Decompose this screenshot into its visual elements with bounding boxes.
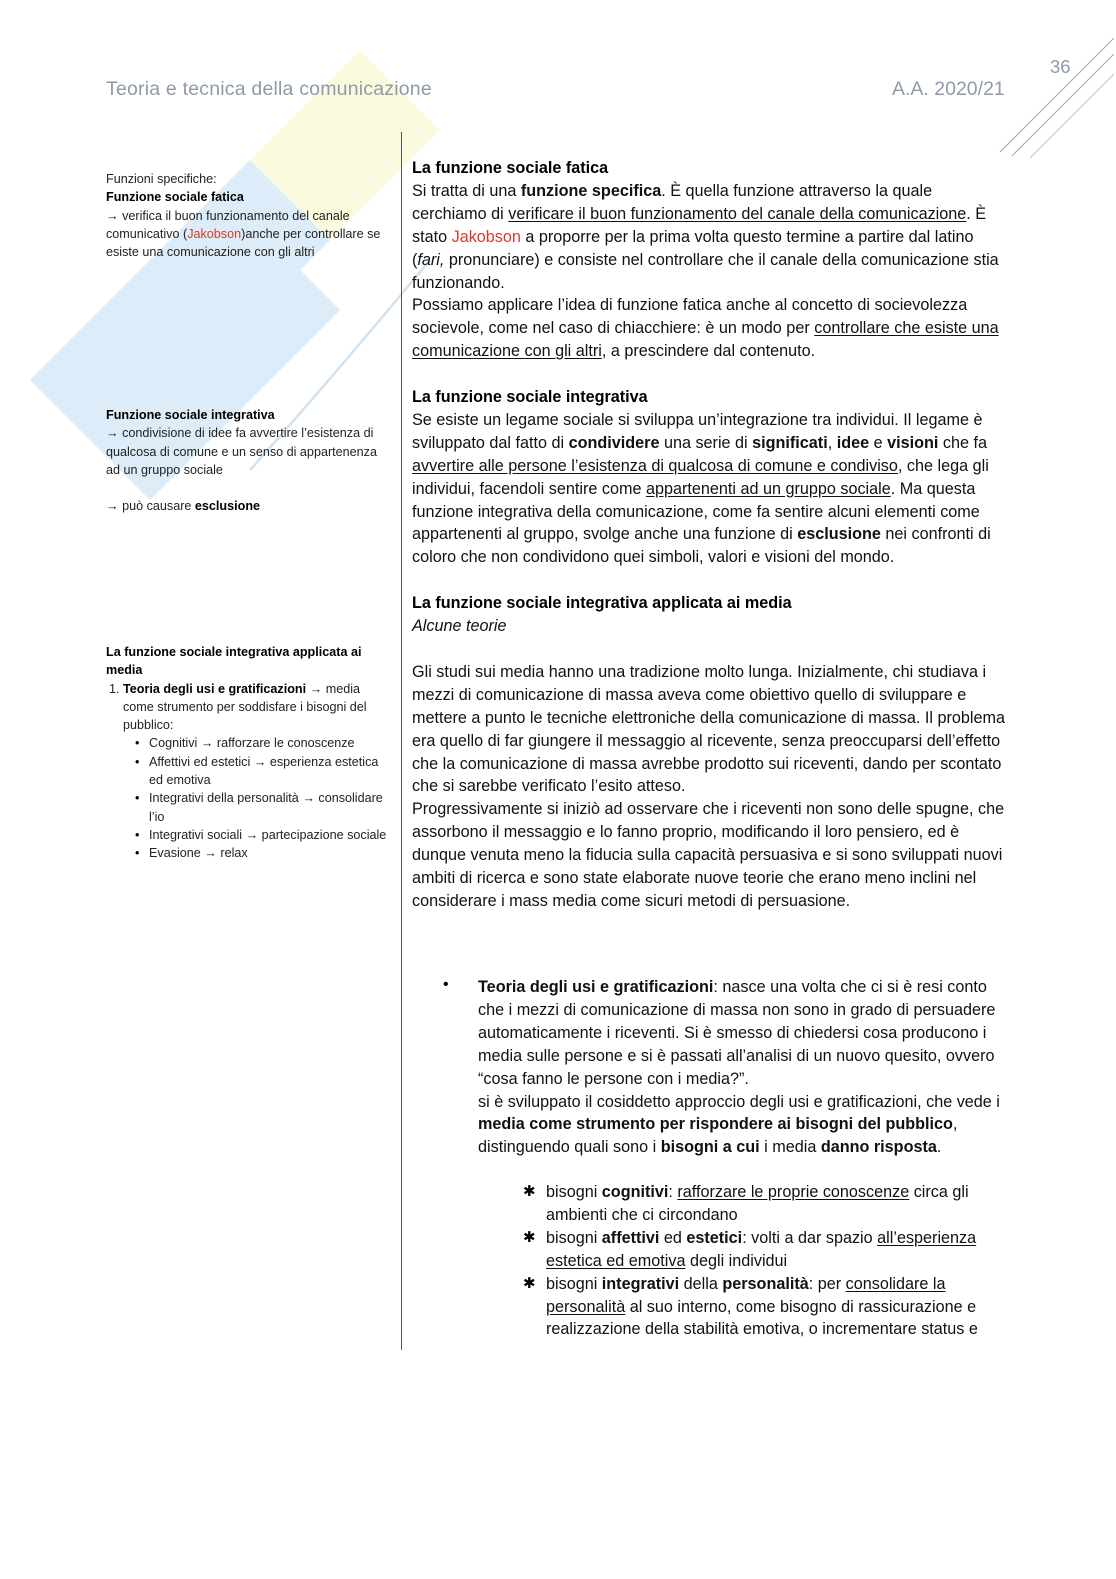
side-title: La funzione sociale integrativa applicata ai media (106, 645, 362, 678)
side-title: Funzione sociale fatica (106, 190, 244, 205)
side-note-fatica (106, 170, 391, 261)
list-item: • Affettivi ed estetici → esperienza estetica ed emotiva (149, 753, 391, 790)
paragraph: Si tratta di una funzione specifica. È quella funzione attraverso la quale cerchiamo di verificare il buon funzionamento del canale della comunicazione. È stato Jakobson a proporre per la prima volta questo termine a partire dal latino (fari, pronunciare) e consiste nel controllare che il canale della comunicazione stia funzionando. (412, 181, 999, 292)
theory-bullet: Teoria degli usi e gratificazioni: nasce una volta che ci si è resi conto che i mezzi di comunicazione di massa non sono in grado di persuadere automaticamente i riceventi. Si è smesso di chiedersi cosa producono i media sulle persone e si è passati all’analisi di un nuovo quesito, ovvero “cosa fanno le persone con i media?”. si è sviluppato il cosiddetto approccio degli usi e gratificazioni, che vede i media come strumento per rispondere ai bisogni del pubblico, distinguendo quali sono i bisogni a cui i media danno risposta. (478, 978, 1000, 1157)
arrow-icon: → (106, 426, 119, 441)
section-heading: La funzione sociale integrativa applicata ai media (412, 594, 792, 613)
jakobson-name: Jakobson (187, 226, 242, 241)
list-item: • Cognitivi → rafforzare le conoscenze (149, 734, 391, 752)
column-divider (401, 132, 402, 1350)
side-note-integrativa (106, 406, 391, 516)
side-title: Funzione sociale integrativa (106, 408, 275, 422)
academic-year: A.A. 2020/21 (892, 78, 1005, 100)
paragraph: Possiamo applicare l’idea di funzione fatica anche al concetto di socievolezza socievole, come nel caso di chiacchiere: è un modo per controllare che esiste una comunicazione con gli altri, a prescindere dal contenuto. (412, 296, 999, 361)
main-text (412, 157, 1010, 913)
section-heading: La funzione sociale fatica (412, 159, 609, 177)
list-item: • Evasione → relax (149, 844, 391, 862)
side-note-media (106, 643, 391, 863)
needs-list (523, 1181, 1013, 1341)
corner-decoration (990, 30, 1116, 160)
list-item: ✱ bisogni integrativi della personalità: per consolidare la personalità al suo interno, come bisogno di rassicurazione e realizzazione della stabilità emotiva, o incrementare status e (523, 1274, 978, 1339)
document-title: Teoria e tecnica della comunicazione (106, 78, 432, 100)
side-theory-list (106, 680, 391, 863)
list-item: ✱ bisogni affettivi ed estetici: volti a dar spazio all’esperienza estetica ed emotiva degli individui (523, 1228, 977, 1270)
side-text: → condivisione di idee fa avvertire l’esistenza di qualcosa di comune e un senso di appartenenza ad un gruppo sociale (106, 426, 377, 477)
list-item: • Integrativi sociali → partecipazione sociale (149, 826, 391, 844)
page-number: 36 (1050, 56, 1071, 77)
arrow-icon: → (106, 499, 119, 514)
paragraph: Progressivamente si iniziò ad osservare che i riceventi non sono delle spugne, che assorbono il messaggio e lo fanno proprio, modificando il loro pensiero, ed è dunque venuta meno la fiducia sulla capacità persuasiva e si sono sviluppati nuovi ambiti di ricerca e sono state elaborate nuove teorie che erano meno inclini nel considerare i mass media come sicuri metodi di persuasione. (412, 800, 1005, 910)
side-text: → verifica il buon funzionamento del canale comunicativo (Jakobson)anche per controllare se esiste una comunicazione con gli altri (106, 208, 381, 260)
arrow-icon: → (106, 208, 119, 223)
list-item: 1. Teoria degli usi e gratificazioni → media come strumento per soddisfare i bisogni del pubblico: • Cognitivi → rafforzare le conoscenze • Affettivi ed estetici → esperienza estetica ed emotiva • Integrativi della personalità → consolidare l’io • Integrativi sociali → partecipazione sociale • Evasione → relax (123, 680, 391, 863)
asterisk-icon: ✱ (523, 1274, 536, 1292)
side-needs-list (123, 734, 391, 862)
section-heading: La funzione sociale integrativa (412, 388, 648, 407)
asterisk-icon: ✱ (523, 1228, 536, 1246)
bullet-icon: • (443, 976, 449, 993)
paragraph: Se esiste un legame sociale si sviluppa un’integrazione tra individui. Il legame è sviluppato dal fatto di condividere una serie di significati, idee e visioni che fa avvertire alle persone l’esistenza di qualcosa di comune e condiviso, che lega gli individui, facendoli sentire come appartenenti ad un gruppo sociale. Ma questa funzione integrativa della comunicazione, come fa sentire alcuni elementi come appartenenti al gruppo, svolge anche una funzione di esclusione nei confronti di coloro che non condividono quei simboli, valori e visioni del mondo. (412, 410, 991, 567)
asterisk-icon: ✱ (523, 1183, 536, 1200)
section-subtitle: Alcune teorie (412, 617, 507, 636)
list-item: • Integrativi della personalità → consolidare l’io (149, 789, 391, 826)
list-item: ✱ bisogni cognitivi: rafforzare le proprie conoscenze circa gli ambienti che ci circondano (523, 1183, 969, 1224)
paragraph: Gli studi sui media hanno una tradizione molto lunga. Inizialmente, chi studiava i mezzi di comunicazione di massa aveva come obiettivo quello di sviluppare e mettere a punto le tecniche elettroniche della comunicazione di massa. Il problema era quello di far giungere il messaggio al ricevente, senza preoccuparsi dell’effetto che la comunicazione di massa avrebbe prodotto sui riceventi, dando per scontato che si sarebbe verificato l’esito atteso. (412, 662, 1005, 796)
side-text: → può causare esclusione (106, 499, 261, 514)
side-label: Funzioni specifiche: (106, 172, 217, 186)
